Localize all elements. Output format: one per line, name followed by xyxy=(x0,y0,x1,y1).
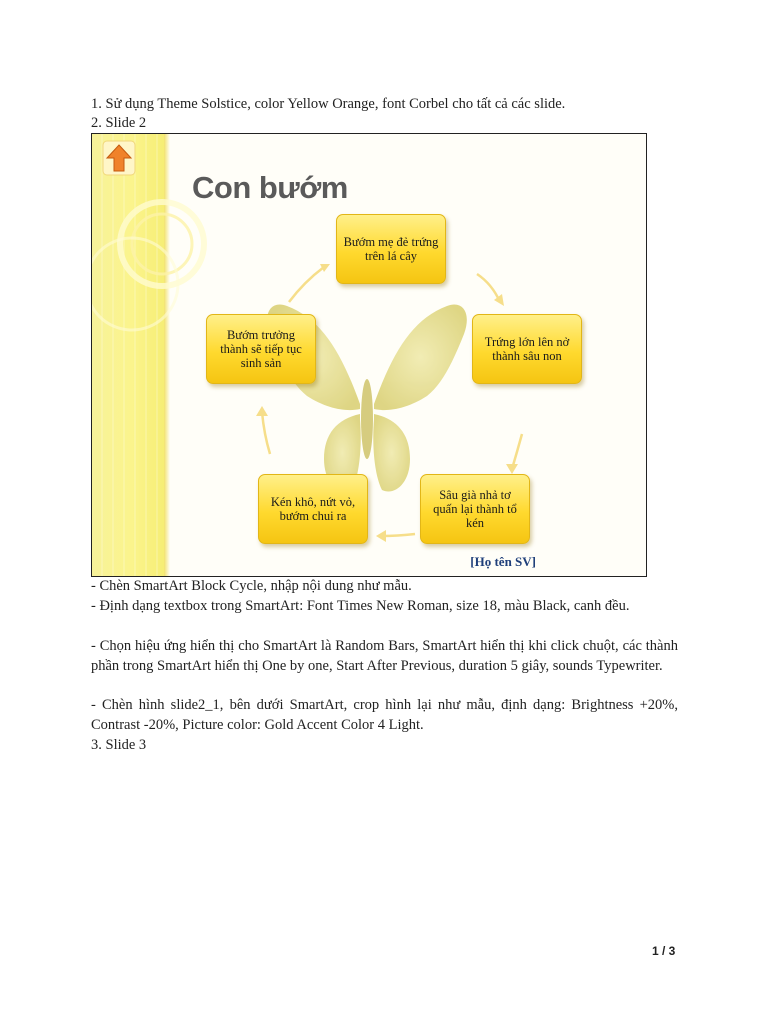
slide-title: Con bướm xyxy=(192,170,348,205)
slide-preview xyxy=(91,133,647,577)
instruction-item-1: 1. Sử dụng Theme Solstice, color Yellow Orange, font Corbel cho tất cả các slide. xyxy=(91,96,566,112)
cycle-node-1: Bướm mẹ đẻ trứng trên lá cây xyxy=(336,214,446,284)
instruction-item-2: 2. Slide 2 xyxy=(91,115,147,131)
cycle-node-4: Kén khô, nứt vỏ, bướm chui ra xyxy=(258,474,368,544)
cycle-node-2: Trứng lớn lên nở thành sâu non xyxy=(472,314,582,384)
cycle-node-3: Sâu già nhả tơ quấn lại thành tổ kén xyxy=(420,474,530,544)
cycle-node-5: Bướm trưởng thành sẽ tiếp tục sinh sản xyxy=(206,314,316,384)
instruction-item-3: 3. Slide 3 xyxy=(91,737,147,753)
instruction-bullet-3: - Chọn hiệu ứng hiển thị cho SmartArt là Random Bars, SmartArt hiển thị khi click chuột, các thành phần trong SmartArt hiển thị One by one, Start After Previous, duration 5 giây, sounds Typewriter. xyxy=(91,638,678,674)
student-name-placeholder: [Họ tên SV] xyxy=(470,554,536,569)
instruction-bullet-4: - Chèn hình slide2_1, bên dưới SmartArt, crop hình lại như mẫu, định dạng: Brightness +20%, Contrast -20%, Picture color: Gold Accent Color 4 Light. xyxy=(91,697,678,733)
instruction-bullet-1: - Chèn SmartArt Block Cycle, nhập nội dung như mẫu. xyxy=(91,578,412,594)
page-number: 1 / 3 xyxy=(652,944,676,958)
instruction-bullet-2: - Định dạng textbox trong SmartArt: Font Times New Roman, size 18, màu Black, canh đều. xyxy=(91,598,630,614)
